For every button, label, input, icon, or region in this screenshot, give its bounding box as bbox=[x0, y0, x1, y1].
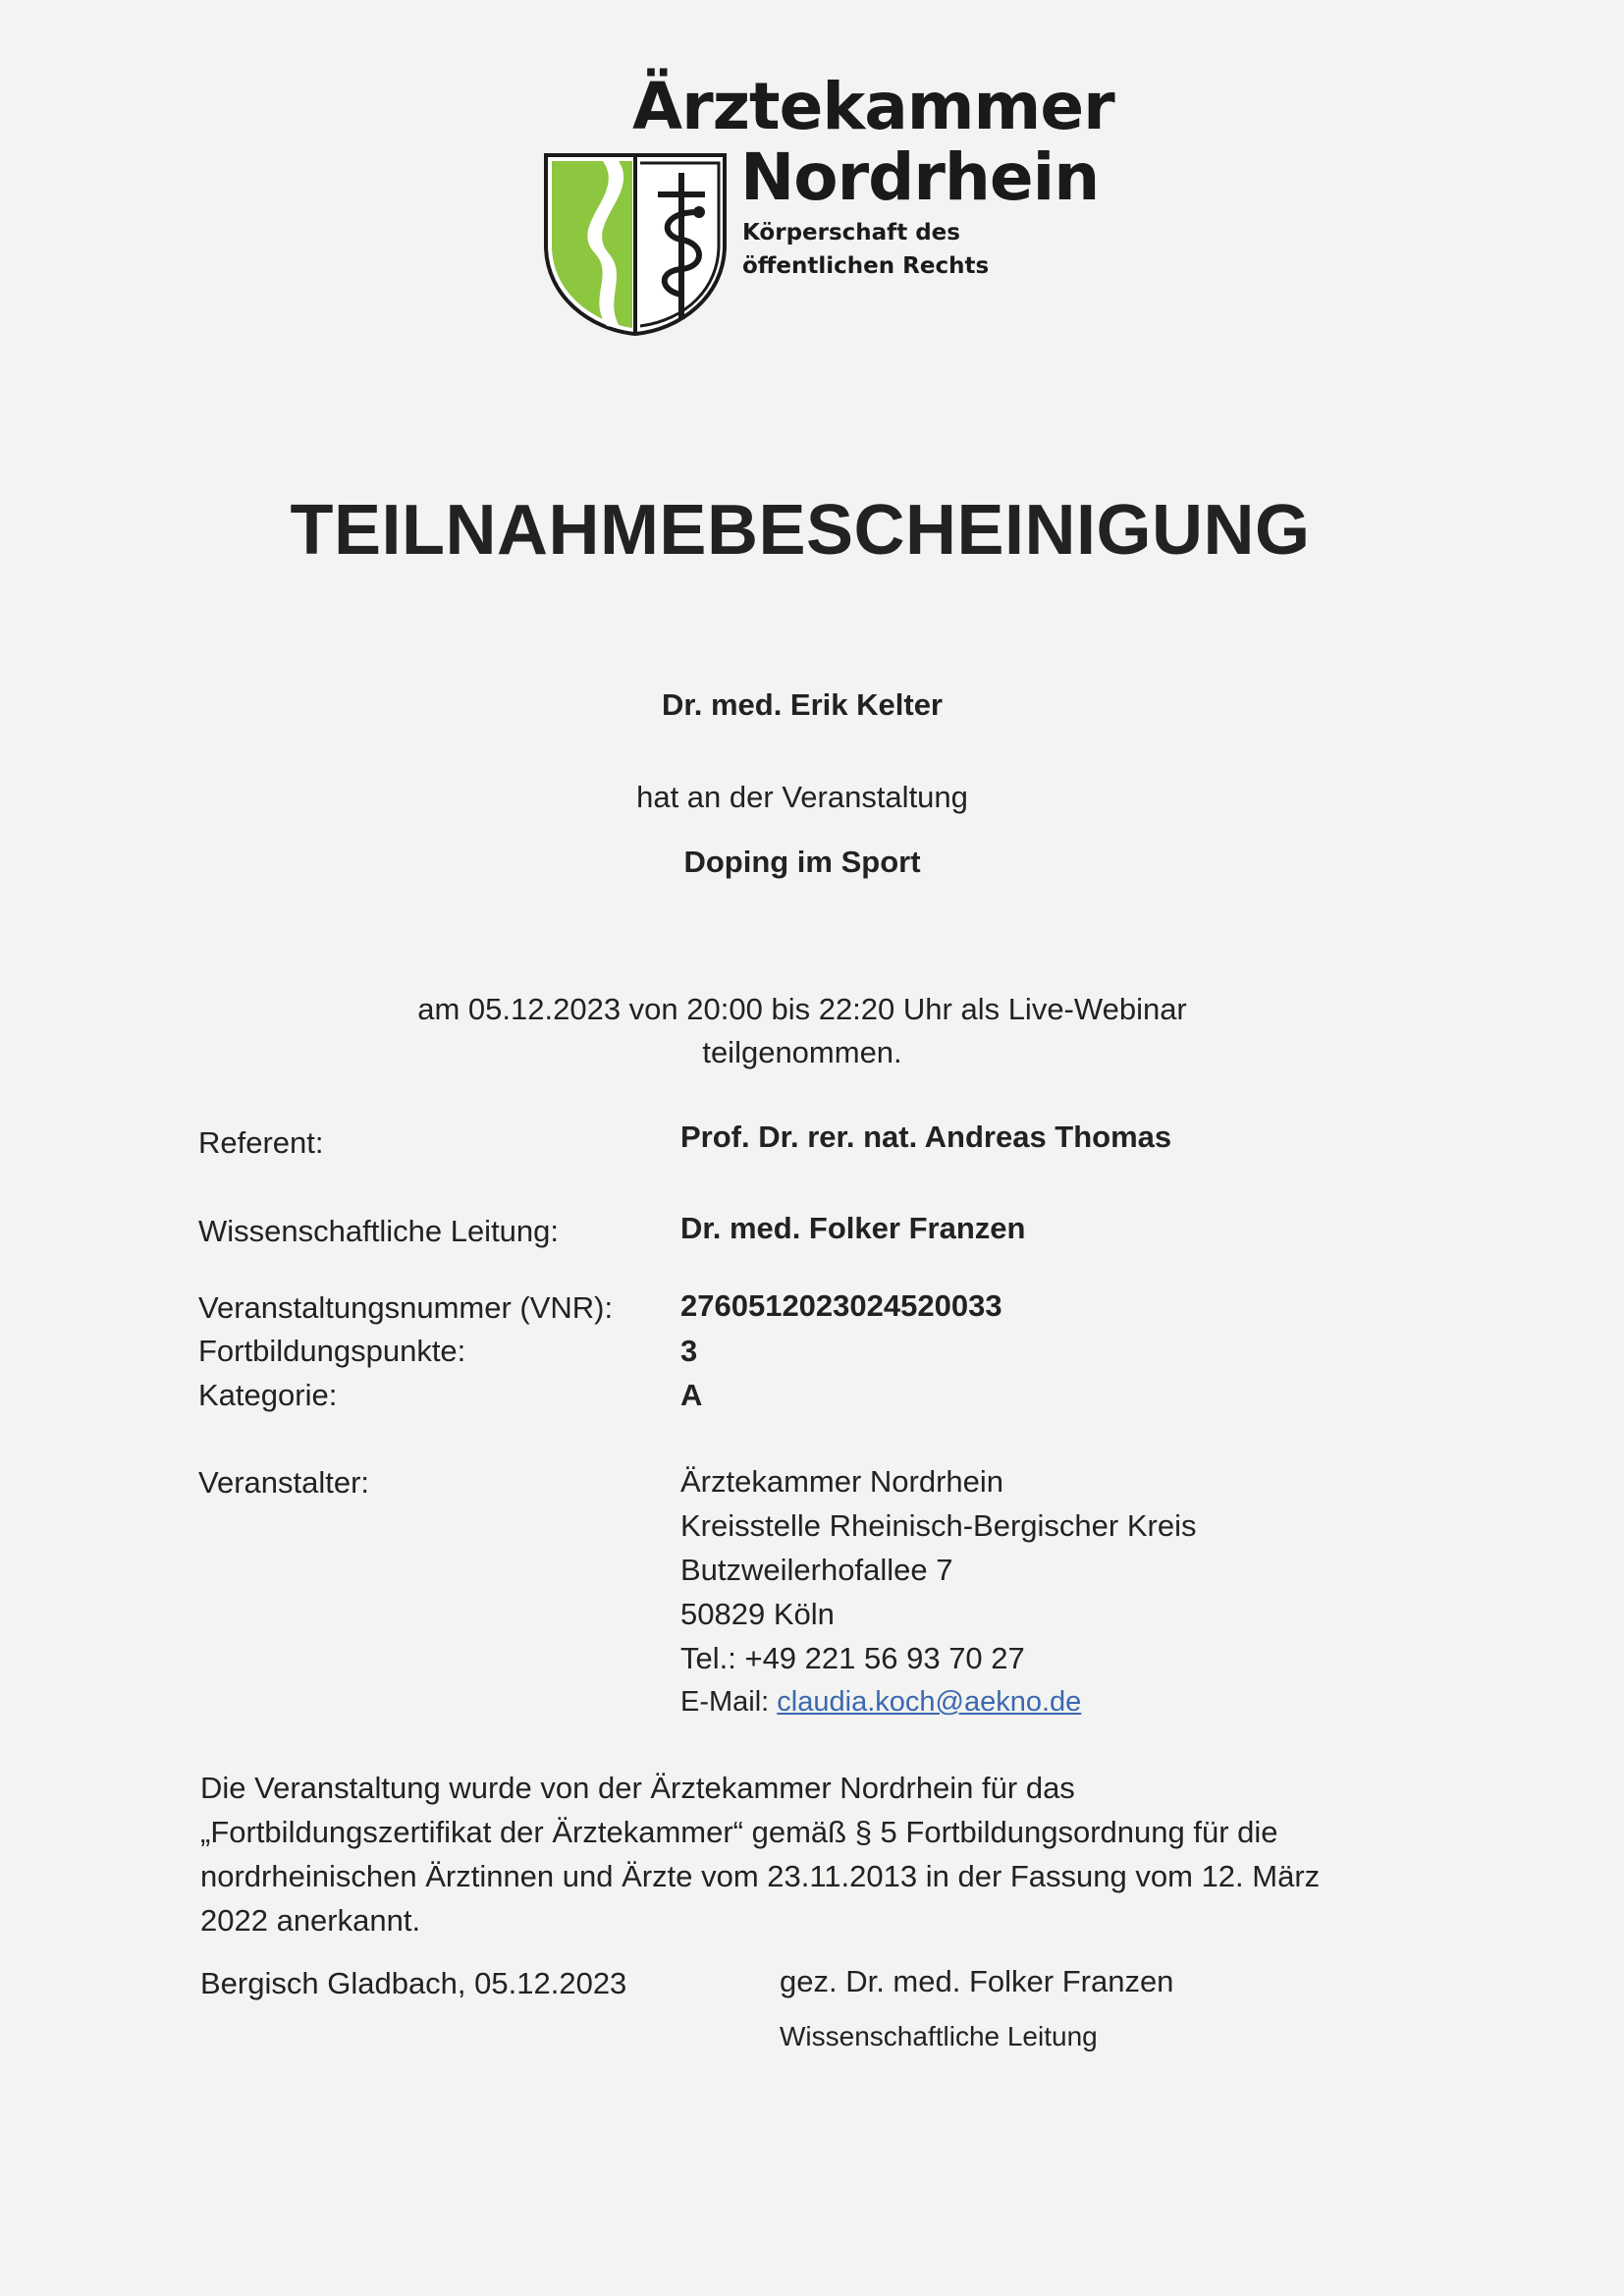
category-label: Kategorie: bbox=[198, 1378, 338, 1412]
speaker-value: Prof. Dr. rer. nat. Andreas Thomas bbox=[680, 1120, 1172, 1154]
category-value: A bbox=[680, 1378, 703, 1412]
recognition-paragraph bbox=[200, 1766, 1437, 1942]
organizer-line-4: 50829 Köln bbox=[680, 1597, 835, 1631]
logo bbox=[542, 69, 1114, 344]
vnr-value: 2760512023024520033 bbox=[680, 1288, 1002, 1323]
organizer-line-1: Ärztekammer Nordrhein bbox=[680, 1464, 1004, 1499]
page-title: TEILNAHMEBESCHEINIGUNG bbox=[290, 491, 1311, 570]
lead-label: Wissenschaftliche Leitung: bbox=[198, 1214, 560, 1248]
logo-title-line2: Nordrhein bbox=[740, 139, 1100, 215]
vnr-label: Veranstaltungsnummer (VNR): bbox=[198, 1290, 614, 1325]
logo-title-line1: Ärztekammer bbox=[632, 69, 1114, 144]
place-date: Bergisch Gladbach, 05.12.2023 bbox=[200, 1966, 627, 2000]
lead-value: Dr. med. Folker Franzen bbox=[680, 1211, 1026, 1245]
participant-name: Dr. med. Erik Kelter bbox=[661, 687, 943, 722]
intro-text: hat an der Veranstaltung bbox=[636, 780, 968, 814]
organizer-line-2: Kreisstelle Rheinisch-Bergischer Kreis bbox=[680, 1508, 1197, 1543]
aesculapian-staff-shield-icon bbox=[542, 151, 729, 338]
email-label: E-Mail: bbox=[680, 1686, 770, 1718]
email-link[interactable]: claudia.koch@aekno.de bbox=[777, 1686, 1082, 1718]
logo-subtitle-line1: Körperschaft des bbox=[742, 220, 960, 246]
recognition-line-1: Die Veranstaltung wurde von der Ärztekammer Nordrhein für das bbox=[200, 1771, 1075, 1805]
signature: gez. Dr. med. Folker Franzen bbox=[780, 1964, 1174, 1998]
recognition-line-2: „Fortbildungszertifikat der Ärztekammer“ gemäß § 5 Fortbildungsordnung für die bbox=[200, 1815, 1278, 1849]
points-label: Fortbildungspunkte: bbox=[198, 1334, 466, 1368]
organizer-email-row bbox=[680, 1680, 1081, 1724]
signature-role: Wissenschaftliche Leitung bbox=[780, 2021, 1098, 2051]
event-date-line: am 05.12.2023 von 20:00 bis 22:20 Uhr als Live-Webinar bbox=[417, 992, 1187, 1026]
recognition-line-4: 2022 anerkannt. bbox=[200, 1903, 421, 1938]
event-date-line2: teilgenommen. bbox=[702, 1035, 902, 1069]
event-title: Doping im Sport bbox=[683, 845, 921, 879]
organizer-line-5: Tel.: +49 221 56 93 70 27 bbox=[680, 1641, 1025, 1675]
organizer-label: Veranstalter: bbox=[198, 1465, 370, 1500]
logo-subtitle-line2: öffentlichen Rechts bbox=[742, 253, 990, 279]
organizer-line-3: Butzweilerhofallee 7 bbox=[680, 1553, 953, 1587]
speaker-label: Referent: bbox=[198, 1125, 324, 1160]
recognition-line-3: nordrheinischen Ärztinnen und Ärzte vom 23.11.2013 in der Fassung vom 12. März bbox=[200, 1859, 1321, 1893]
points-value: 3 bbox=[680, 1334, 698, 1368]
